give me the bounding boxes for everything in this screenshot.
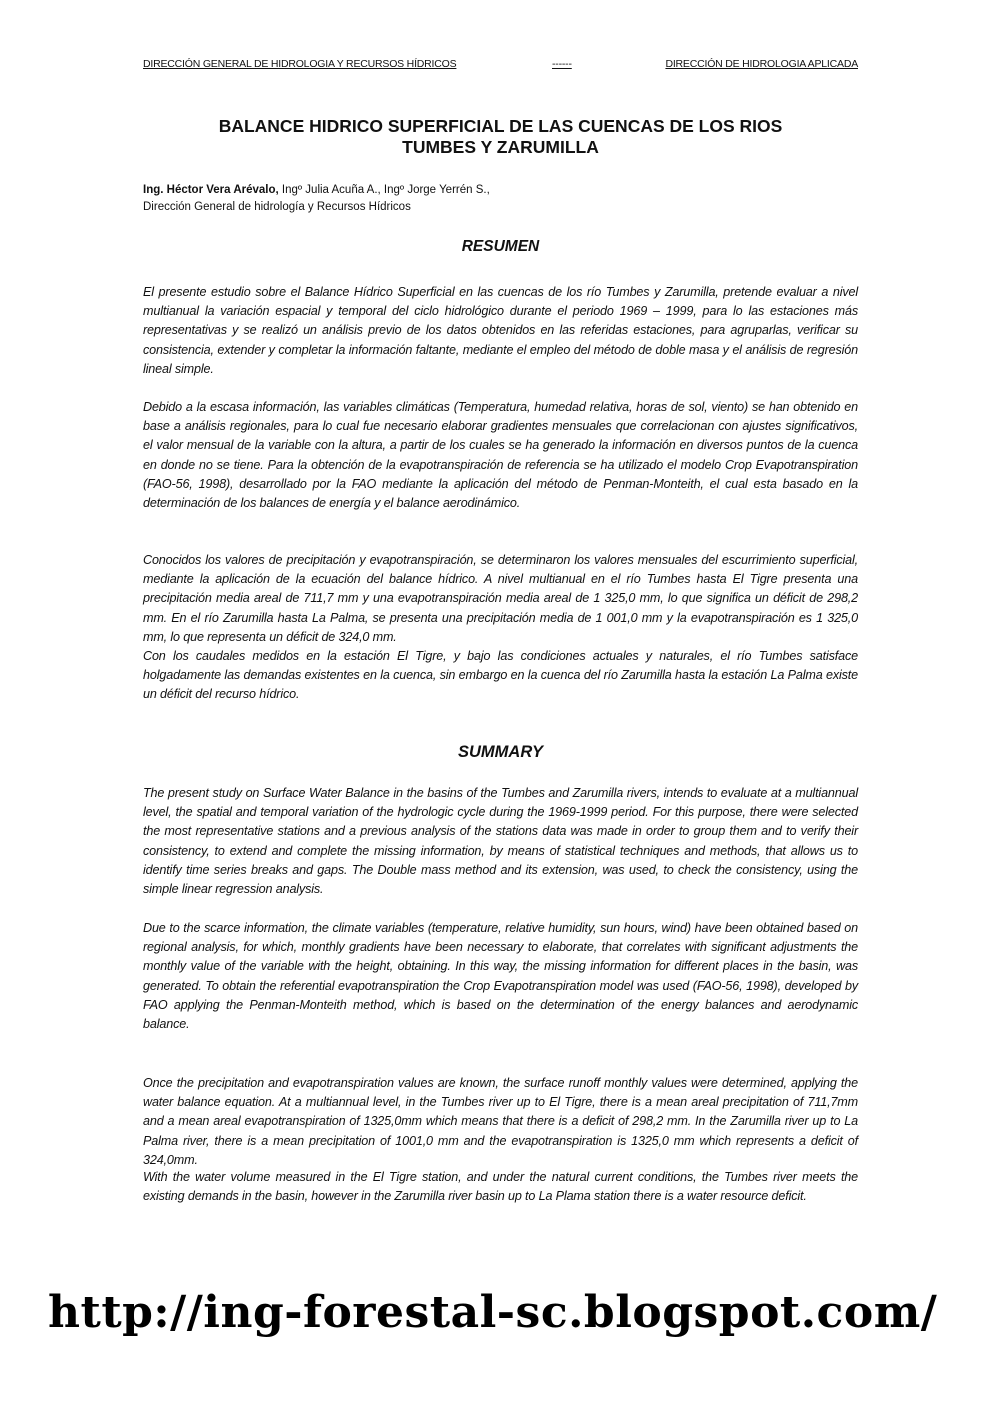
resumen-paragraph-4: Con los caudales medidos en la estación El Tigre, y bajo las condiciones actuales y naturales, el río Tumbes satisface holgadamente las demandas existentes en la cuenca, sin embargo en la cuenca del río Zarumilla hasta la estación La Palma existe un déficit del recurso hídrico.	[143, 649, 858, 702]
co-authors: Ingº Julia Acuña A., Ingº Jorge Yerrén S.,	[278, 184, 490, 196]
author-block	[143, 182, 858, 216]
resumen-paragraph-1: El presente estudio sobre el Balance Hídrico Superficial en las cuencas de los río Tumbes y Zarumilla, pretende evaluar a nivel multianual la variación espacial y temporal del ciclo hidrológico durante el periodo 1969 – 1999, para lo las estaciones más representativas y se realizó un análisis previo de los datos obtenidos en las referidas estaciones, para agruparlas, verificar su consistencia, extender y completar la información faltante, mediante el empleo del método de doble masa y el análisis de regresión lineal simple.	[143, 285, 858, 376]
running-header-left: DIRECCIÓN GENERAL DE HIDROLOGIA Y RECURSOS HÍDRICOS	[143, 58, 457, 70]
summary-paragraph-2: Due to the scarce information, the climate variables (temperature, relative humidity, sun hours, wind) have been obtained based on regional analysis, for which, monthly gradients have been necessary to elaborate, that correlates with significant adjustments the monthly value of the variable with the height, obtaining. In this way, the missing information for different places in the basin, was generated. To obtain the referential evapotranspiration the Crop Evapotranspiration model was used (FAO-56, 1998), developed by FAO applying the Penman-Monteith method, which is based on the determination of the energy balances and aerodynamic balance.	[143, 921, 858, 1032]
summary-heading: SUMMARY	[458, 743, 543, 761]
resumen-heading: RESUMEN	[461, 238, 540, 255]
paper-title	[143, 116, 858, 158]
running-header-separator: ------	[552, 58, 572, 70]
summary-paragraph-3: Once the precipitation and evapotranspiration values are known, the surface runoff monthly values were determined, applying the water balance equation. At a multiannual level, in the Tumbes river up to El Tigre, there is a mean areal precipitation of 711,7mm and a mean areal evapotranspiration of 1325,0mm which means that there is a deficit of 298,2 mm. In the Zarumilla river up to La Palma river, there is a mean precipitation of 1001,0 mm and the evapotranspiration is 1325,0 mm which represents a deficit of 324,0mm.	[143, 1076, 858, 1167]
resumen-paragraph-3: Conocidos los valores de precipitación y evapotranspiración, se determinaron los valores mensuales del escurrimiento superficial, mediante la aplicación de la ecuación del balance hídrico. A nivel multianual en el río Tumbes hasta El Tigre presenta una precipitación media areal de 711,7 mm y una evapotranspiración media areal de 1 325,0 mm, lo que significa un déficit de 298,2 mm. En el río Zarumilla hasta La Palma, se presenta una precipitación media de 1 001,0 mm y la evapotranspiración es 1 325,0 mm, lo que representa un déficit de 324,0 mm.	[143, 553, 858, 644]
summary-paragraph-4: With the water volume measured in the El Tigre station, and under the natural current conditions, the Tumbes river meets the existing demands in the basin, however in the Zarumilla river basin up to La Plama station there is a water resource deficit.	[143, 1170, 858, 1204]
author-affiliation: Dirección General de hidrología y Recursos Hídricos	[143, 201, 411, 213]
paper-title-line-1: BALANCE HIDRICO SUPERFICIAL DE LAS CUENCAS DE LOS RIOS	[218, 116, 783, 136]
resumen-paragraph-2: Debido a la escasa información, las variables climáticas (Temperatura, humedad relativa, horas de sol, viento) se han obtenido en base a análisis regionales, para lo cual fue necesario elaborar gradientes mensuales que correlacionan con ajustes significativos, el valor mensual de la variable con la altura, a partir de los cuales se ha generado la información en diversos puntos de la cuenca en donde no se tiene. Para la obtención de la evapotranspiración de referencia se ha utilizado el modelo Crop Evapotranspiration (FAO-56, 1998), desarrollado por la FAO mediante la aplicación del método de Penman-Monteith, el cual esta basado en la determinación de los balances de energía y el balance aerodinámico.	[143, 400, 858, 511]
lead-author: Ing. Héctor Vera Arévalo,	[143, 184, 279, 196]
author-list	[143, 182, 858, 199]
paper-title-line-2: TUMBES Y ZARUMILLA	[402, 137, 599, 157]
running-header-right: DIRECCIÓN DE HIDROLOGIA APLICADA	[665, 58, 858, 70]
blog-url-watermark: http://ing-forestal-sc.blogspot.com/	[48, 1287, 938, 1338]
summary-paragraph-1: The present study on Surface Water Balance in the basins of the Tumbes and Zarumilla rivers, intends to evaluate at a multiannual level, the spatial and temporal variation of the hydrologic cycle during the 1969-1999 period. For this purpose, there were selected the most representative stations and a previous analysis of the stations data was made in order to group them and to verify their consistency, to extend and complete the missing information, by means of statistical techniques and methods, that allows us to identify time series breaks and gaps. The Double mass method and its extension, was used, to check the consistency, using the simple linear regression analysis.	[143, 786, 858, 897]
